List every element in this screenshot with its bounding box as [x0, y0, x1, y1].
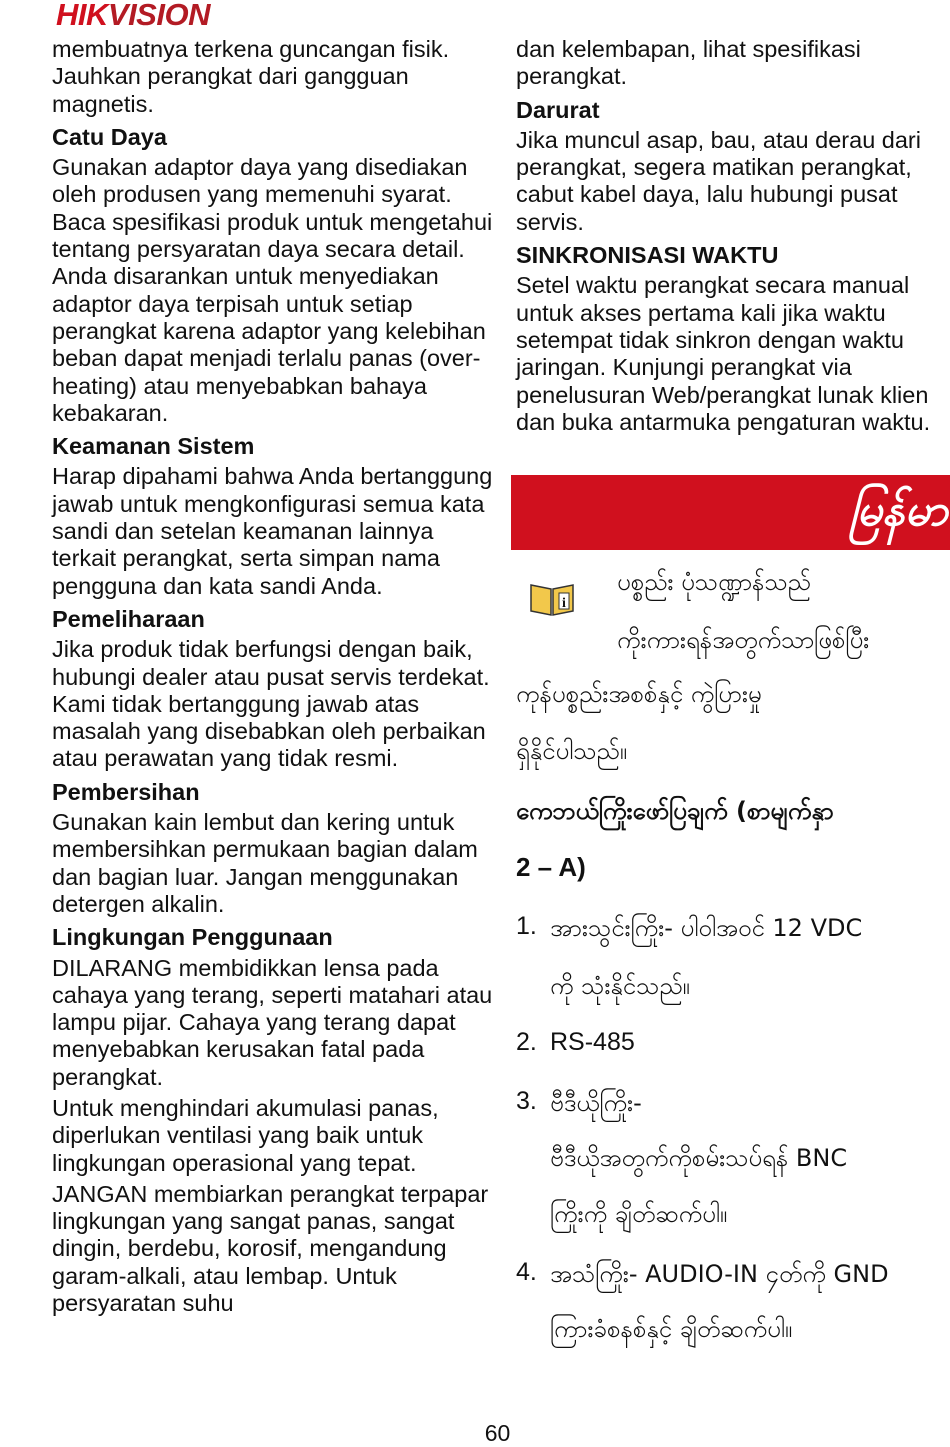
heading-emergency: Darurat	[516, 96, 600, 123]
environment-paragraph-1: DILARANG membidikkan lensa pada cahaya yang terang, seperti matahari atau lampu pijar. Cahaya yang terang dapat menyebabkan kerusakan fatal pada perangkat.	[52, 954, 493, 1090]
heading-power: Catu Daya	[52, 123, 167, 150]
note-line-2: ကိုးကားရန်အတွက်သာဖြစ်ပြီး	[617, 626, 870, 654]
list-item-number-4: 4.	[516, 1258, 537, 1286]
intro-paragraph: membuatnya terkena guncangan fisik. Jauhkan perangkat dari gangguan magnetis.	[52, 36, 450, 117]
hikvision-logo	[56, 0, 210, 30]
cleaning-paragraph: Gunakan kain lembut dan kering untuk membersihkan permukaan bagian dalam dan bagian luar. Jangan menggunakan detergen alkalin.	[52, 809, 478, 917]
continued-paragraph: dan kelembapan, lihat spesifikasi perangkat.	[516, 36, 861, 90]
left-column	[52, 36, 498, 1317]
timesync-paragraph: Setel waktu perangkat secara manual untuk akses pertama kali jika waktu setempat tidak sinkron dengan waktu jaringan. Kunjungi perangkat via penelusuran Web/perangkat lunak klien dan buka antarmuka pengaturan waktu.	[516, 272, 931, 435]
heading-cleaning: Pembersihan	[52, 778, 200, 805]
maintenance-paragraph: Jika produk tidak berfungsi dengan baik, hubungi dealer atau pusat servis terdekat. Kami tidak bertanggung jawab atas masalah yang disebabkan oleh perbaikan atau perawatan yang tidak resmi.	[52, 636, 490, 772]
note-line-4: ရှိနိုင်ပါသည်။	[516, 737, 627, 765]
cable-description-title: ကေဘယ်ကြိုးဖော်ပြချက် (စာမျက်နှာ	[516, 797, 834, 825]
logo-hik: HIK	[56, 0, 108, 32]
list-item-4-line-1: အသံကြိုး- AUDIO-IN ၄တ်ကို GND	[550, 1260, 889, 1288]
note-line-1: ပစ္စည်း ပုံသဏ္ဍာန်သည်	[617, 568, 811, 596]
language-banner	[511, 475, 950, 550]
heading-security: Keamanan Sistem	[52, 433, 255, 460]
environment-paragraph-3: JANGAN membiarkan perangkat terpapar lingkungan yang sangat panas, sangat dingin, berdebu, korosif, mengandung garam-alkali, atau lembap. Untuk persyaratan suhu	[52, 1180, 489, 1317]
list-item-number-2: 2.	[516, 1028, 537, 1056]
power-paragraph: Gunakan adaptor daya yang disediakan oleh produsen yang memenuhi syarat. Baca spesifikasi produk untuk mengetahui tentang persyaratan daya secara detail. Anda disarankan untuk menyediakan adaptor daya terpisah untuk setiap perangkat karena adaptor yang kelebihan beban dapat menjadi terlalu panas (over-heating) atau menyebabkan bahaya kebakaran.	[52, 154, 493, 426]
svg-text:i: i	[562, 596, 566, 611]
list-item-1-line-2: ကို သုံးနိုင်သည်။	[550, 972, 690, 1000]
list-item-number-3: 3.	[516, 1087, 537, 1115]
list-item-number-1: 1.	[516, 912, 537, 940]
list-item-3-line-3: ကြိုးကို ချိတ်ဆက်ပါ။	[550, 1200, 728, 1228]
list-item-3-line-1: ဗီဒီယိုကြိုး-	[550, 1089, 642, 1117]
cable-description-ref: 2 – A)	[516, 852, 586, 882]
list-item-3-line-2: ဗီဒီယိုအတွက်ကိုစမ်းသပ်ရန် BNC	[550, 1144, 848, 1172]
heading-environment: Lingkungan Penggunaan	[52, 924, 333, 951]
page-number: 60	[484, 1420, 511, 1446]
note-line-3: ကုန်ပစ္စည်းအစစ်နှင့် ကွဲပြားမှု	[516, 680, 762, 708]
list-item-2-line-1: RS-485	[550, 1028, 635, 1056]
environment-paragraph-2: Untuk menghindari akumulasi panas, diperlukan ventilasi yang baik untuk lingkungan operasional yang tepat.	[52, 1094, 439, 1176]
heading-timesync: SINKRONISASI WAKTU	[516, 242, 779, 269]
heading-maintenance: Pemeliharaan	[52, 605, 205, 632]
banner-title: မြန်မာ	[849, 485, 948, 536]
info-book-icon	[529, 581, 575, 617]
security-paragraph: Harap dipahami bahwa Anda bertanggung jawab untuk mengkonfigurasi semua kata sandi dan setelan keamanan lainnya terkait perangkat, serta simpan nama pengguna dan kata sandi Anda.	[52, 463, 493, 599]
right-column	[516, 36, 944, 436]
list-item-1-line-1: အားသွင်းကြိုး- ပါဝါအဝင် 12 VDC	[550, 914, 863, 942]
logo-vision: VISION	[107, 0, 210, 32]
list-item-4-line-2: ကြားခံစနစ်နှင့် ချိတ်ဆက်ပါ။	[550, 1315, 793, 1343]
emergency-paragraph: Jika muncul asap, bau, atau derau dari perangkat, segera matikan perangkat, cabut kabel daya, lalu hubungi pusat servis.	[516, 126, 921, 235]
